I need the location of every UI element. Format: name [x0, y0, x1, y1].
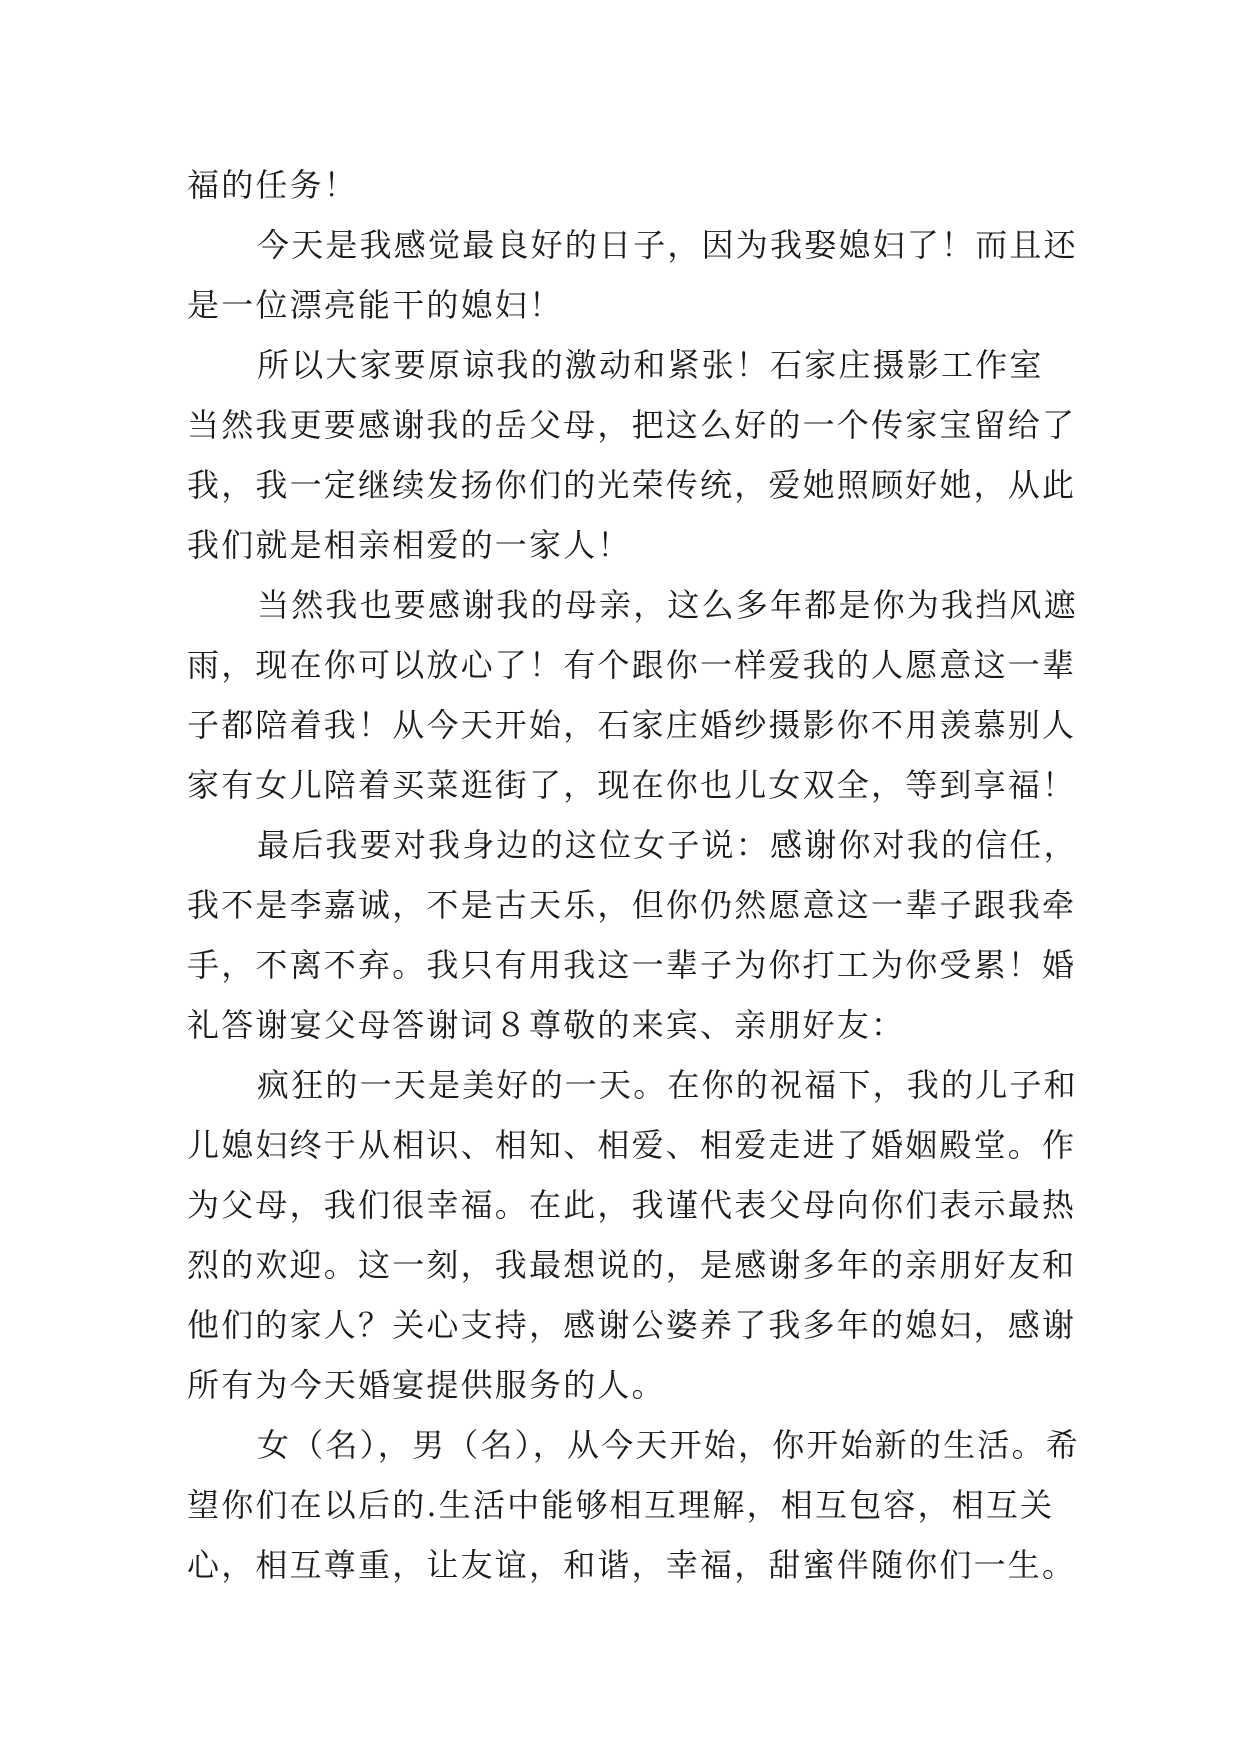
text-line: 当然我也要感谢我的母亲，这么多年都是你为我挡风遮 — [257, 586, 1078, 624]
text-line: 望你们在以后的.生活中能够相互理解，相互包容，相互关 — [187, 1486, 1055, 1524]
text-line: 福的任务！ — [187, 166, 359, 204]
text-line: 当然我更要感谢我的岳父母，把这么好的一个传家宝留给了 — [187, 406, 1077, 444]
text-line: 雨，现在你可以放心了！有个跟你一样爱我的人愿意这一辈 — [187, 646, 1077, 684]
body-text — [187, 155, 1081, 1595]
text-line: 儿媳妇终于从相识、相知、相爱、相爱走进了婚姻殿堂。作 — [187, 1126, 1077, 1164]
text-line: 为父母，我们很幸福。在此，我谨代表父母向你们表示最热 — [187, 1186, 1077, 1224]
text-line: 今天是我感觉最良好的日子，因为我娶媳妇了！而且还 — [257, 226, 1078, 264]
text-line: 他们的家人？关心支持，感谢公婆养了我多年的媳妇，感谢 — [187, 1306, 1077, 1344]
text-line: 家有女儿陪着买菜逛街了，现在你也儿女双全，等到享福！ — [187, 766, 1077, 804]
text-line: 手，不离不弃。我只有用我这一辈子为你打工为你受累！婚 — [187, 946, 1077, 984]
text-line: 我不是李嘉诚，不是古天乐，但你仍然愿意这一辈子跟我牵 — [187, 886, 1077, 924]
text-line: 所以大家要原谅我的激动和紧张！石家庄摄影工作室 — [257, 346, 1044, 384]
text-line: 子都陪着我！从今天开始，石家庄婚纱摄影你不用羡慕别人 — [187, 706, 1077, 744]
text-line: 所有为今天婚宴提供服务的人。 — [187, 1366, 666, 1404]
text-line: 疯狂的一天是美好的一天。在你的祝福下，我的儿子和 — [257, 1066, 1078, 1104]
text-line: 烈的欢迎。这一刻，我最想说的，是感谢多年的亲朋好友和 — [187, 1246, 1077, 1284]
text-line: 我，我一定继续发扬你们的光荣传统，爱她照顾好她，从此 — [187, 466, 1077, 504]
text-line: 礼答谢宴父母答谢词８尊敬的来宾、亲朋好友： — [187, 1006, 906, 1044]
text-line: 心，相互尊重，让友谊，和谐，幸福，甜蜜伴随你们一生。 — [187, 1546, 1077, 1584]
text-line: 女（名），男（名），从今天开始，你开始新的生活。希 — [257, 1426, 1081, 1464]
text-line: 我们就是相亲相爱的一家人！ — [187, 526, 632, 564]
text-line: 最后我要对我身边的这位女子说：感谢你对我的信任， — [257, 826, 1078, 864]
text-line: 是一位漂亮能干的媳妇！ — [187, 286, 564, 324]
